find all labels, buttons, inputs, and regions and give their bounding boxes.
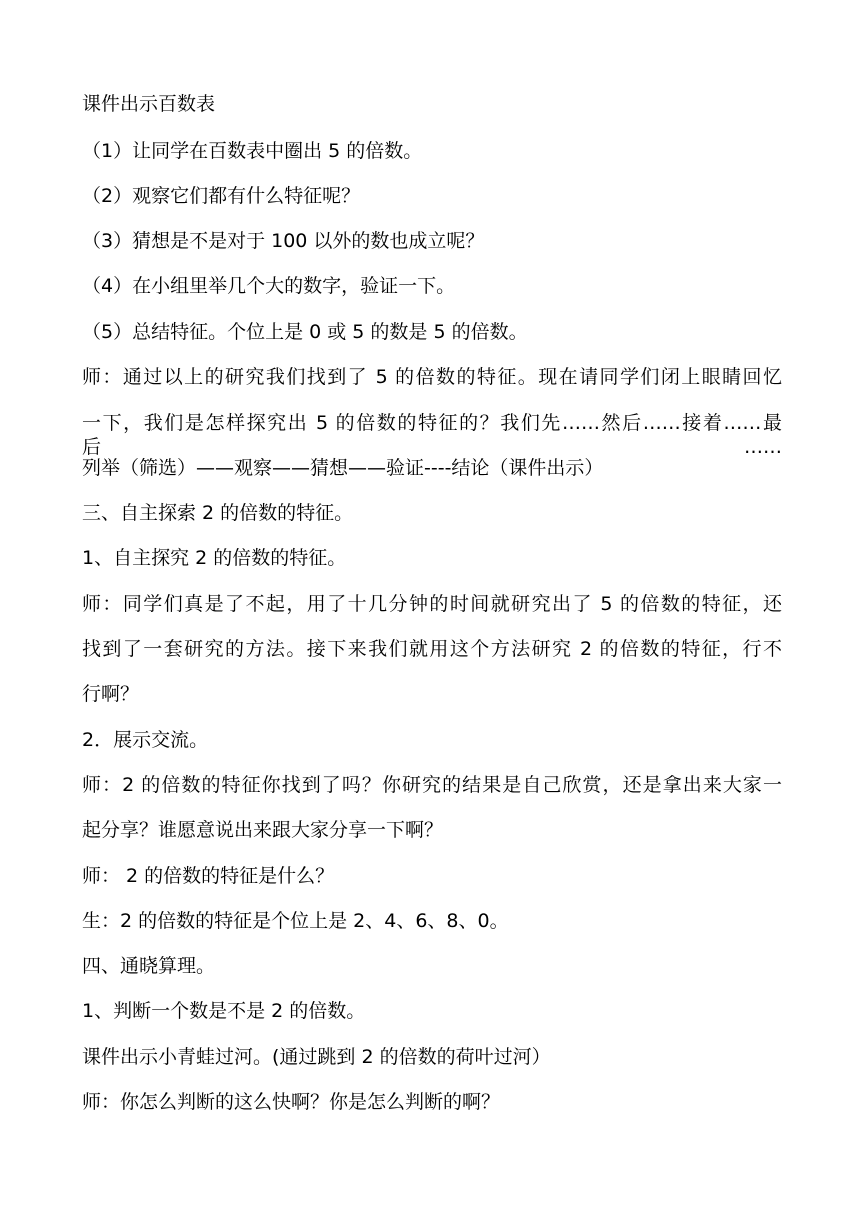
text-line: （2）观察它们都有什么特征呢？ [82,185,361,207]
text-line: （1）让同学在百数表中圈出 5 的倍数。 [82,140,423,162]
text-line: 一下，我们是怎样探究出 5 的倍数的特征的？我们先……然后……接着……最后…… [82,412,782,458]
text-line: （3）猜想是不是对于 100 以外的数也成立呢？ [82,230,485,252]
text-line: 2．展示交流。 [82,729,209,751]
text-line: 课件出示百数表 [82,93,216,115]
text-line: 师：同学们真是了不起，用了十几分钟的时间就研究出了 5 的倍数的特征，还 [82,593,782,615]
text-line: 生：2 的倍数的特征是个位上是 2、4、6、8、0。 [82,910,509,932]
section-heading: 三、自主探索 2 的倍数的特征。 [82,502,354,524]
text-line: 1、判断一个数是不是 2 的倍数。 [82,1000,366,1022]
text-line: （5）总结特征。个位上是 0 或 5 的数是 5 的倍数。 [82,321,528,343]
section-heading: 四、通晓算理。 [82,955,216,977]
text-line: （4）在小组里举几个大的数字，验证一下。 [82,275,456,297]
text-line: 师：你怎么判断的这么快啊？你是怎么判断的啊？ [82,1091,501,1113]
text-line: 找到了一套研究的方法。接下来我们就用这个方法研究 2 的倍数的特征，行不 [82,638,782,660]
text-line: 师：通过以上的研究我们找到了 5 的倍数的特征。现在请同学们闭上眼睛回忆 [82,366,782,388]
text-line: 师：2 的倍数的特征你找到了吗？你研究的结果是自己欣赏，还是拿出来大家一 [82,774,782,796]
text-line: 1、自主探究 2 的倍数的特征。 [82,547,347,569]
text-line: 课件出示小青蛙过河。(通过跳到 2 的倍数的荷叶过河） [82,1046,551,1068]
text-line: 师： 2 的倍数的特征是什么？ [82,865,335,887]
text-line: 起分享？谁愿意说出来跟大家分享一下啊？ [82,819,444,841]
text-line: 行啊？ [82,683,140,705]
text-line: 列举（筛选）——观察——猜想——验证----结论（课件出示） [82,457,604,479]
